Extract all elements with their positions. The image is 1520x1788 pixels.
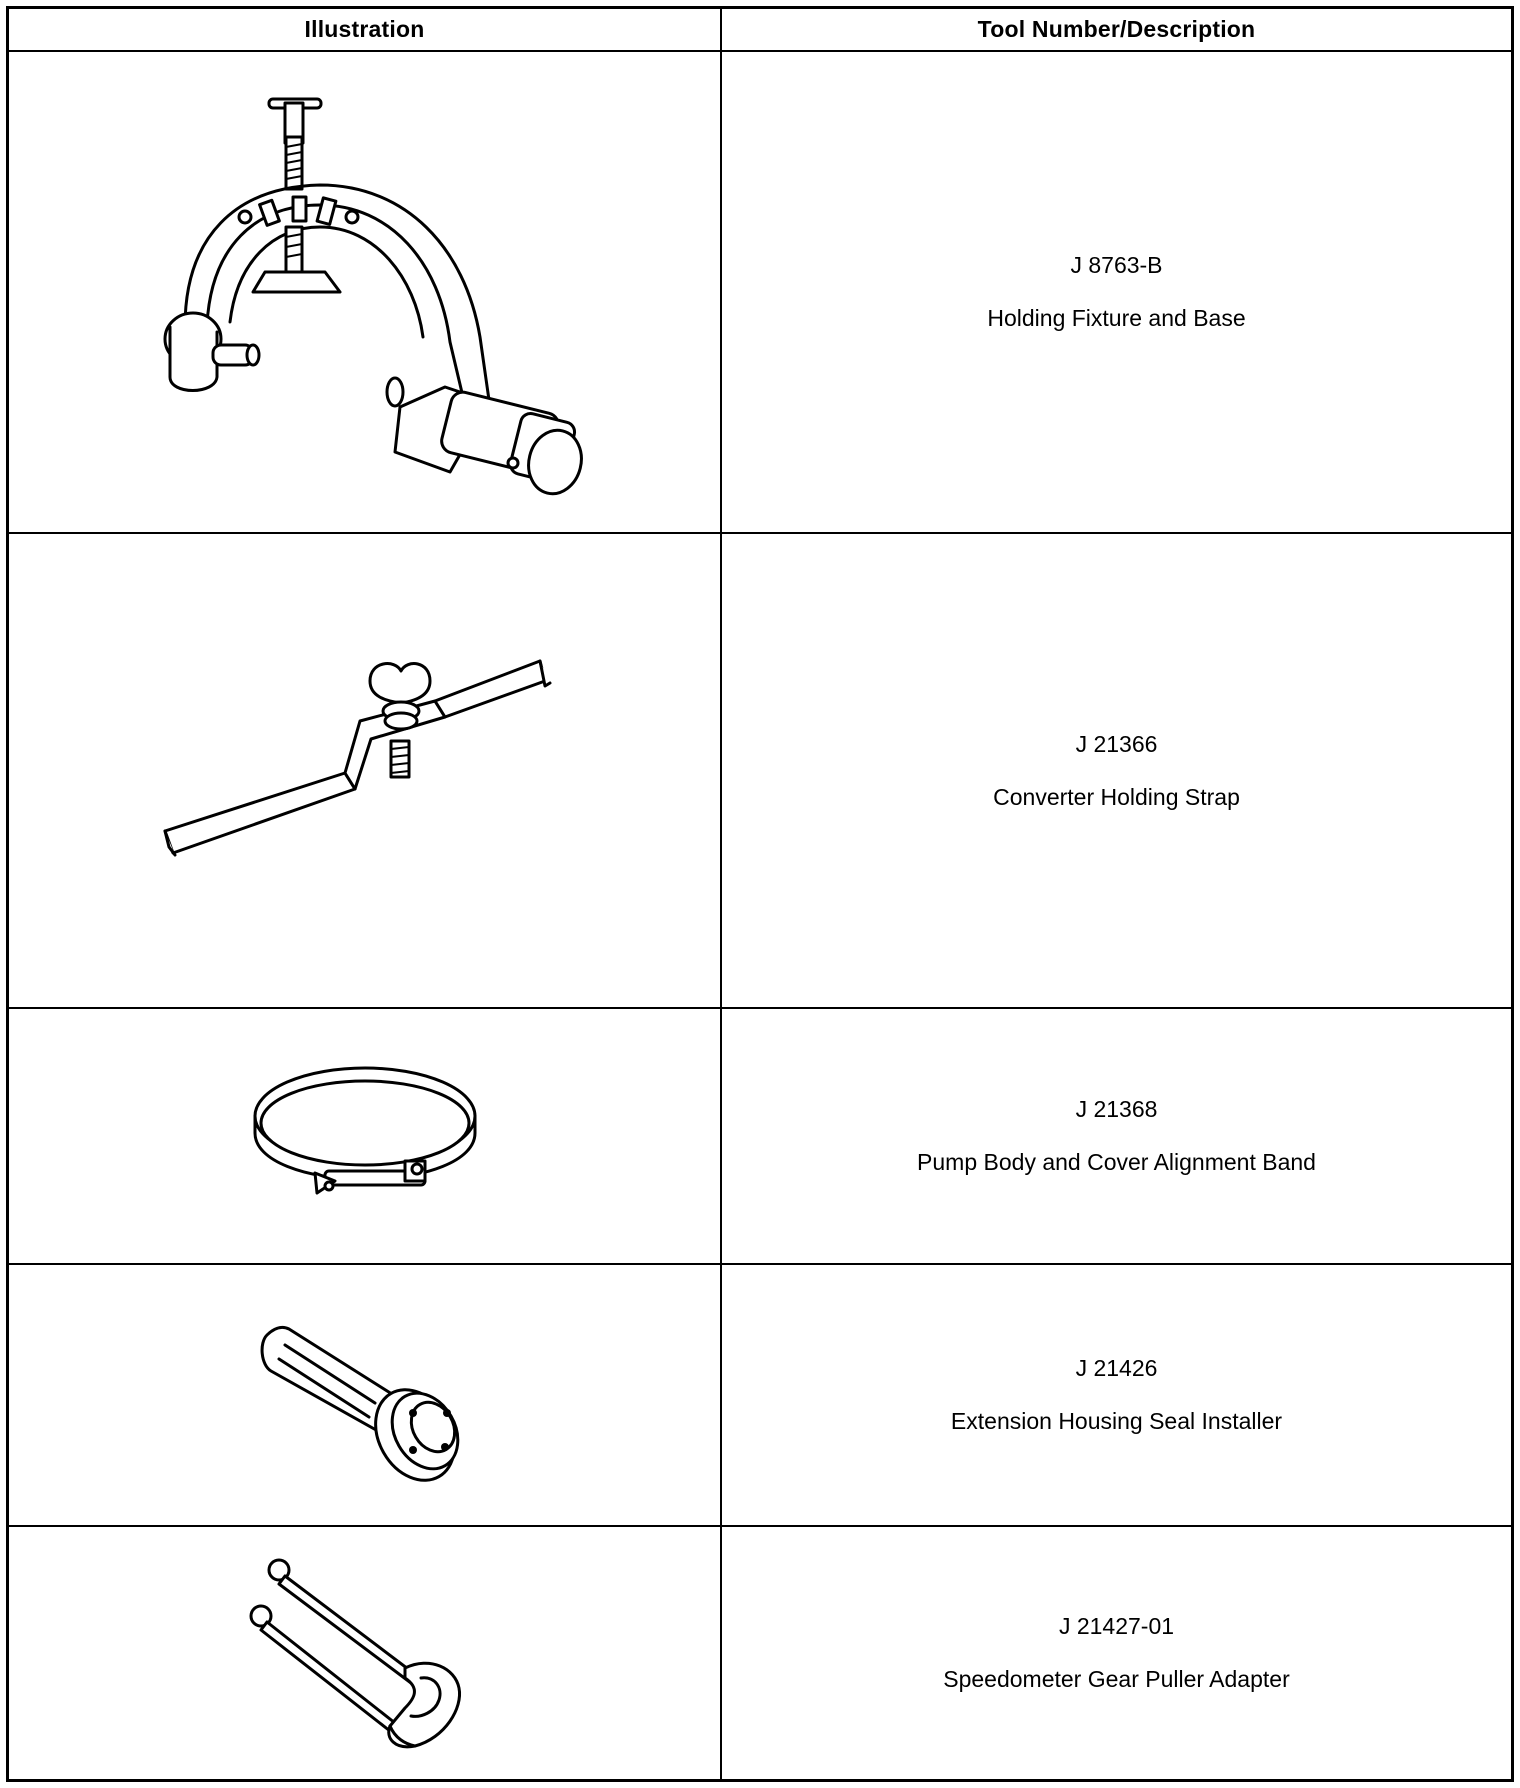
illustration-cell <box>9 1265 722 1525</box>
table-row <box>9 1527 1511 1779</box>
tool-description-cell <box>722 1527 1511 1779</box>
table-row <box>9 1265 1511 1527</box>
gear-puller-adapter-icon <box>245 1548 485 1758</box>
illustration-cell <box>9 1009 722 1263</box>
table-row <box>9 1009 1511 1265</box>
table-header-row <box>9 9 1511 52</box>
illustration-cell <box>9 52 722 532</box>
illustration-column-header: Illustration <box>9 9 722 50</box>
tool-table <box>6 6 1514 1782</box>
alignment-band-icon <box>245 1061 485 1211</box>
table-row <box>9 52 1511 534</box>
holding-fixture-icon <box>145 77 585 507</box>
tool-description: Extension Housing Seal Installer <box>950 1408 1283 1434</box>
tool-number: J 21366 <box>1075 730 1158 757</box>
tool-number: J 21427-01 <box>1058 1613 1175 1639</box>
tool-column-header: Tool Number/Description <box>977 16 1256 42</box>
holding-strap-icon <box>145 641 585 901</box>
tool-description: Speedometer Gear Puller Adapter <box>943 1666 1290 1692</box>
tool-description: Holding Fixture and Base <box>987 305 1246 331</box>
illustration-cell <box>9 1527 722 1779</box>
tool-description-cell <box>722 1009 1511 1263</box>
tool-description-cell <box>722 534 1511 1007</box>
table-row <box>9 534 1511 1009</box>
tool-description: Pump Body and Cover Alignment Band <box>917 1149 1316 1175</box>
seal-installer-icon <box>245 1305 485 1485</box>
tool-number: J 21368 <box>1075 1096 1158 1122</box>
tool-number: J 8763-B <box>1070 252 1163 278</box>
tool-description-cell <box>722 1265 1511 1525</box>
tool-description: Converter Holding Strap <box>993 783 1240 810</box>
illustration-cell <box>9 534 722 1007</box>
tool-number: J 21426 <box>1075 1355 1158 1381</box>
tool-description-cell <box>722 52 1511 532</box>
